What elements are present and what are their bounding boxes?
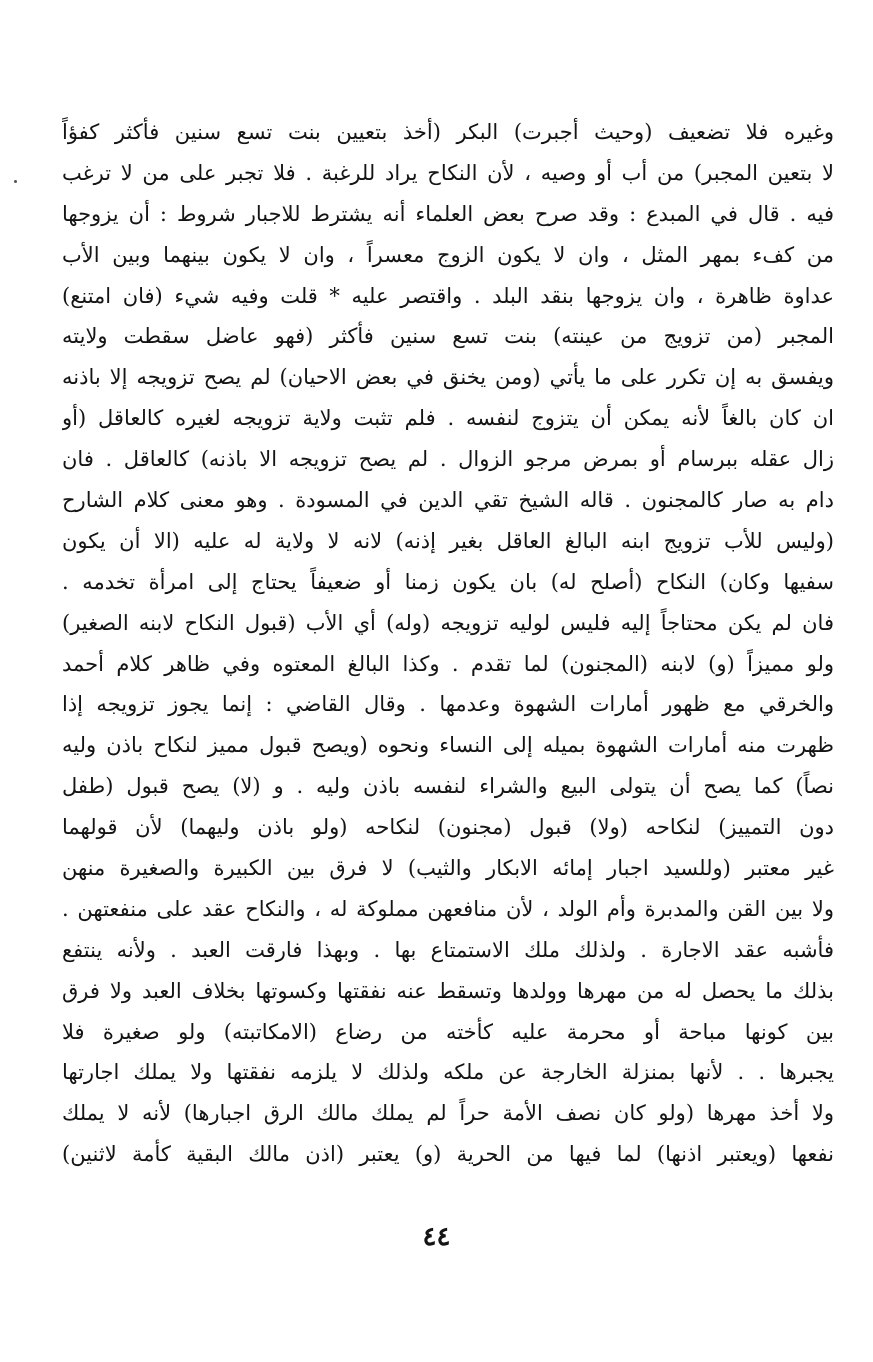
text-line: ولو مميزاً (و) لابنه (المجنون) لما تقدم . وكذا البالغ المعتوه وفي ظاهر كلام أحمد (62, 651, 834, 676)
text-line: وغيره فلا تضعيف (وحيث أجبرت) البكر (أخذ بتعيين بنت تسع سنين فأكثر كفؤاً (62, 120, 834, 144)
text-line: نصاً) كما يصح أن يتولى البيع والشراء لنفسه باذن وليه . و (لا) يصح قبول (طفل (62, 774, 834, 799)
text-line: فأشبه عقد الاجارة . ولذلك ملك الاستمتاع بها . وبهذا فارقت العبد . ولأنه ينتفع (62, 937, 834, 962)
text-line: بذلك ما يحصل له من مهرها وولدها وتسقط عنه نفقتها وكسوتها بخلاف العبد ولا فرق (62, 978, 834, 1003)
text-line: زال عقله ببرسام أو بمرض مرجو الزوال . لم يصح تزويجه الا باذنه) كالعاقل . فان (62, 447, 834, 472)
text-line: (وليس للأب تزويج ابنه البالغ العاقل بغير إذنه) لانه لا ولاية له عليه (الا أن يكون (62, 528, 834, 553)
text-line: نفعها (ويعتبر اذنها) لما فيها من الحرية (و) يعتبر (اذن مالك البقية كأمة لاثنين) (62, 1142, 834, 1167)
text-line: ويفسق به إن تكرر على ما يأتي (ومن يخنق في بعض الاحيان) لم يصح تزويجه إلا باذنه (62, 365, 834, 390)
text-line: من كفء بمهر المثل ، وان لا يكون الزوج معسراً ، وان لا يكون بينهما وبين الأب (62, 242, 834, 267)
text-line: ولا أخذ مهرها (ولو كان نصف الأمة حراً لم يملك مالك الرق اجبارها) لأنه لا يملك (62, 1101, 834, 1126)
text-line: ظهرت منه أمارات الشهوة بميله إلى النساء ونحوه (ويصح قبول مميز لنكاح باذن وليه (62, 733, 834, 758)
text-line: ولا بين القن والمدبرة وأم الولد ، لأن منافعهن مملوكة له ، والنكاح عقد على منفعتهن . (62, 896, 834, 921)
text-line: المجبر (من تزويج من عينته) بنت تسع سنين فأكثر (فهو عاضل سقطت ولايته (62, 324, 834, 349)
page-number: ٤٤ (422, 1222, 451, 1252)
text-line: ان كان بالغاً لأنه يمكن أن يتزوج لنفسه . فلم تثبت ولاية تزويجه لغيره كالعاقل (أو (62, 406, 834, 431)
text-line: فيه . قال في المبدع : وقد صرح بعض العلماء أنه يشترط للاجبار شروط : أن يزوجها (62, 201, 834, 226)
text-line: دون التمييز) لنكاحه (ولا) قبول (مجنون) لنكاحه (ولو باذن وليهما) لأن قولهما (62, 815, 834, 840)
text-line: والخرقي مع ظهور أمارات الشهوة وعدمها . وقال القاضي : إنما يجوز تزويجه إذا (62, 692, 834, 717)
body-text (62, 112, 834, 1175)
text-line: فان لم يكن محتاجاً إليه فليس لوليه تزويجه (وله) أي الأب (قبول النكاح لابنه الصغير) (62, 610, 834, 635)
text-line: لا بتعين المجبر) من أب أو وصيه ، لأن النكاح يراد للرغبة . فلا تجبر على من لا ترغب (62, 160, 834, 185)
text-line: عداوة ظاهرة ، وان يزوجها بنقد البلد . واقتصر عليه * قلت وفيه شيء (فان امتنع) (62, 283, 834, 308)
text-line: دام به صار كالمجنون . قاله الشيخ تقي الدين في المسودة . وهو معنى كلام الشارح (62, 488, 834, 513)
text-line: بين كونها مباحة أو محرمة عليه كأخته من رضاع (الامكاتبته) ولو صغيرة فلا (62, 1019, 834, 1044)
text-line: يجبرها . . لأنها بمنزلة الخارجة عن ملكه ولذلك لا يلزمه نفقتها ولا يملك اجارتها (62, 1060, 834, 1085)
margin-dot (14, 180, 17, 183)
text-line: غير معتبر (وللسيد اجبار إمائه الابكار والثيب) لا فرق بين الكبيرة والصغيرة منهن (62, 856, 834, 881)
text-line: سفيها وكان) النكاح (أصلح له) بان يكون زمنا أو ضعيفاً يحتاج إلى امرأة تخدمه . (62, 569, 834, 594)
